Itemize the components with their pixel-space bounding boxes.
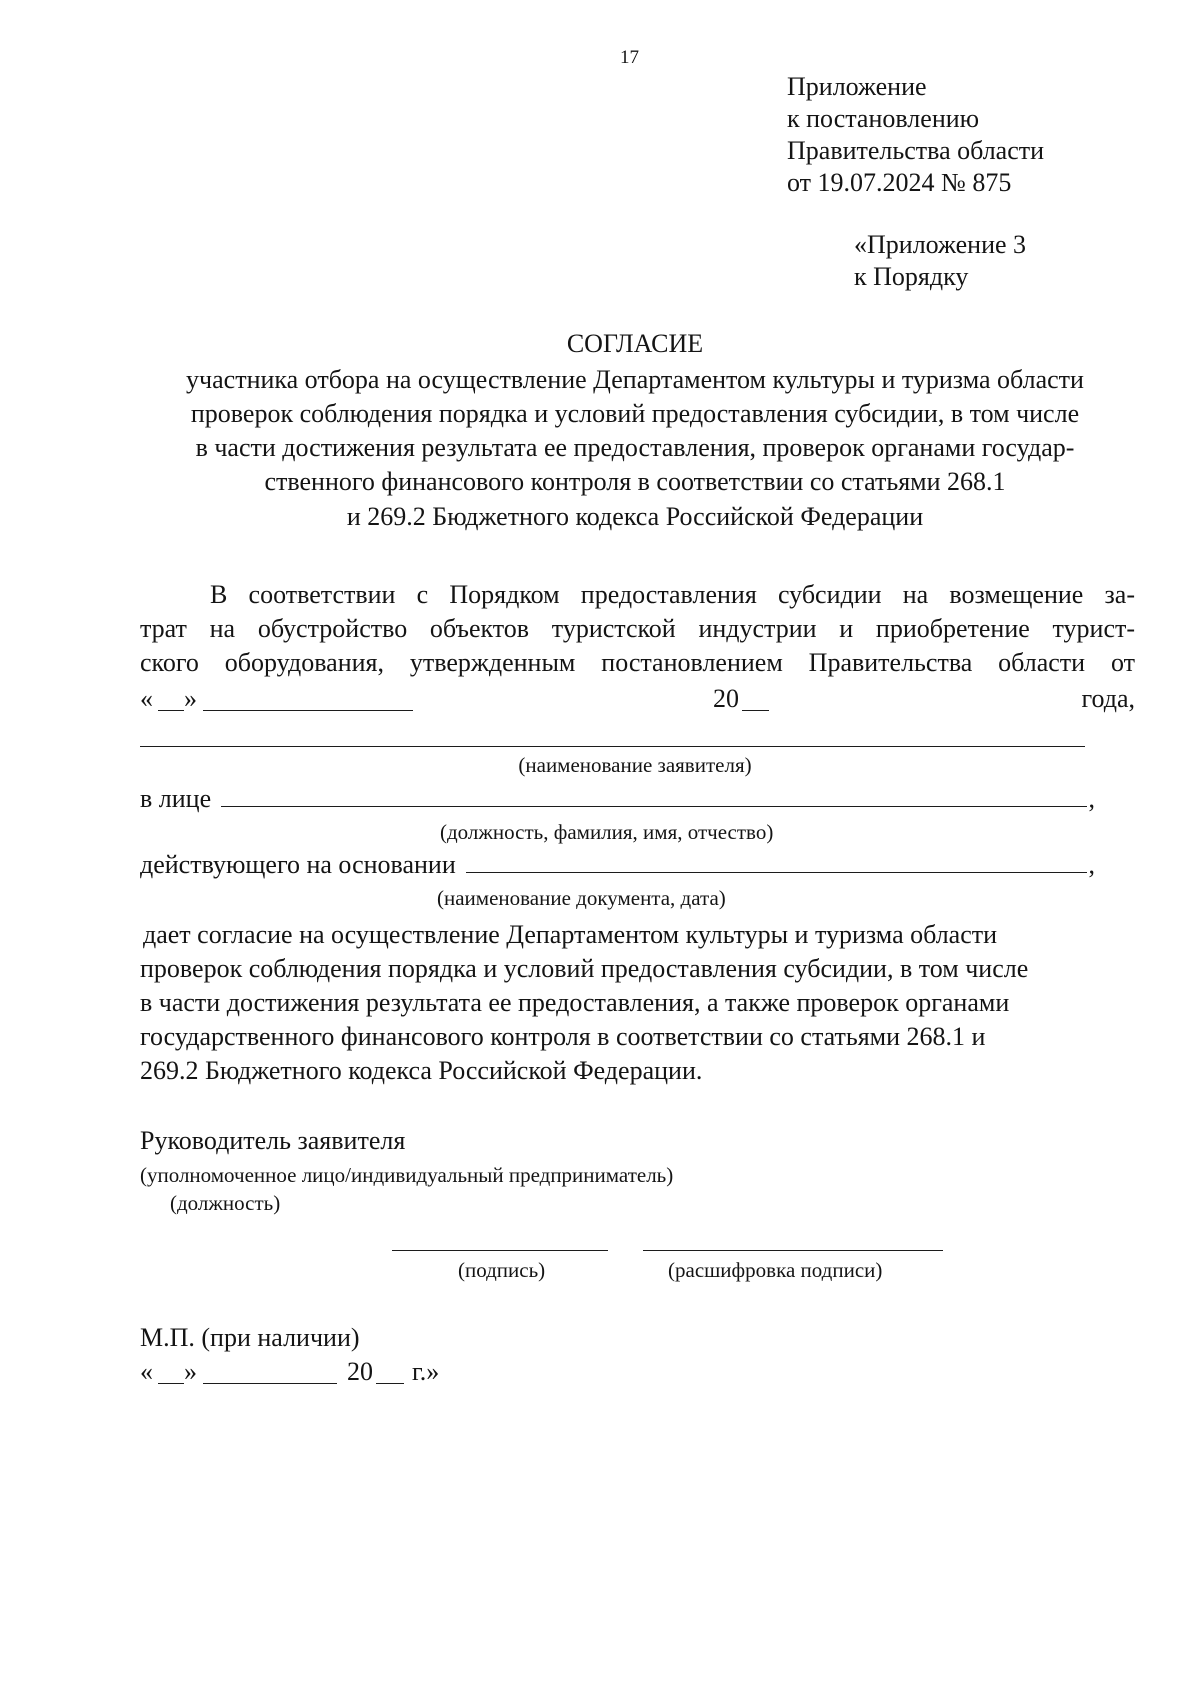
intro-line: ского оборудования, утвержденным постановлением Правительства области от [140, 648, 1135, 677]
year-prefix: 20 [713, 684, 739, 713]
acting-basis-caption: (наименование документа, дата) [437, 886, 726, 910]
subtitle-line: и 269.2 Бюджетного кодекса Российской Федерации [346, 502, 924, 531]
date-open-quote: « [140, 684, 153, 713]
signatory-title: Руководитель заявителя [140, 1126, 406, 1155]
subtitle-line: проверок соблюдения порядка и условий предоставления субсидии, в том числе [190, 399, 1080, 428]
signatory-position: (должность) [170, 1191, 281, 1215]
consent-line: дает согласие на осуществление Департаментом культуры и туризма области [143, 920, 998, 949]
represented-by-caption: (должность, фамилия, имя, отчество) [440, 820, 774, 844]
appendix-line-3: Правительства области [787, 136, 1045, 165]
subtitle-line: ственного финансового контроля в соответствии со статьями 268.1 [264, 467, 1006, 496]
signature-decoding-blank[interactable] [643, 1250, 943, 1251]
applicant-name-blank[interactable] [140, 746, 1085, 747]
sub-appendix-line-2: к Порядку [854, 262, 969, 291]
acting-basis-row [140, 848, 1095, 882]
date-suffix: года, [1081, 684, 1135, 713]
signatory-subtitle: (уполномоченное лицо/индивидуальный предприниматель) [140, 1163, 674, 1187]
acting-basis-comma: , [1088, 850, 1095, 879]
acting-basis-label: действующего на основании [140, 850, 456, 879]
date-close-quote: » [184, 684, 197, 713]
final-year-blank[interactable] [376, 1361, 404, 1384]
consent-line: в части достижения результата ее предоставления, а также проверок органами [140, 988, 1010, 1017]
final-date-open-quote: « [140, 1357, 153, 1386]
seal-note: М.П. (при наличии) [140, 1323, 360, 1352]
month-blank[interactable] [203, 688, 413, 711]
final-date-suffix: г.» [412, 1357, 440, 1386]
sub-appendix-line-1: «Приложение 3 [854, 230, 1027, 259]
day-blank[interactable] [158, 688, 184, 711]
signature-caption: (подпись) [458, 1258, 546, 1282]
acting-basis-blank[interactable] [466, 850, 1087, 873]
signature-decoding-caption: (расшифровка подписи) [668, 1258, 883, 1282]
date-line [140, 682, 1135, 716]
year-blank[interactable] [742, 688, 769, 711]
final-day-blank[interactable] [158, 1361, 184, 1384]
page-number: 17 [620, 47, 639, 68]
final-year-prefix: 20 [347, 1357, 373, 1386]
final-month-blank[interactable] [203, 1361, 337, 1384]
subtitle-line: в части достижения результата ее предоставления, проверок органами государ- [195, 433, 1075, 462]
appendix-line-4: от 19.07.2024 № 875 [787, 168, 1012, 197]
final-date-close-quote: » [184, 1357, 197, 1386]
signature-blank[interactable] [392, 1250, 608, 1251]
applicant-caption: (наименование заявителя) [518, 753, 752, 777]
represented-by-blank[interactable] [221, 784, 1086, 807]
appendix-line-2: к постановлению [787, 104, 980, 133]
intro-line: трат на обустройство объектов туристской индустрии и приобретение турист- [140, 614, 1135, 643]
appendix-line-1: Приложение [787, 72, 927, 101]
consent-line: государственного финансового контроля в соответствии со статьями 268.1 и [140, 1022, 986, 1051]
represented-by-comma: , [1088, 784, 1095, 813]
document-title: СОГЛАСИЕ [566, 329, 704, 358]
intro-line: В соответствии с Порядком предоставления субсидии на возмещение за- [210, 580, 1135, 609]
represented-by-label: в лице [140, 784, 212, 813]
represented-by-row [140, 782, 1095, 816]
consent-line: проверок соблюдения порядка и условий предоставления субсидии, в том числе [140, 954, 1029, 983]
subtitle-line: участника отбора на осуществление Департаментом культуры и туризма области [186, 365, 1084, 394]
consent-line: 269.2 Бюджетного кодекса Российской Федерации. [140, 1056, 703, 1085]
final-date-line [140, 1355, 470, 1389]
